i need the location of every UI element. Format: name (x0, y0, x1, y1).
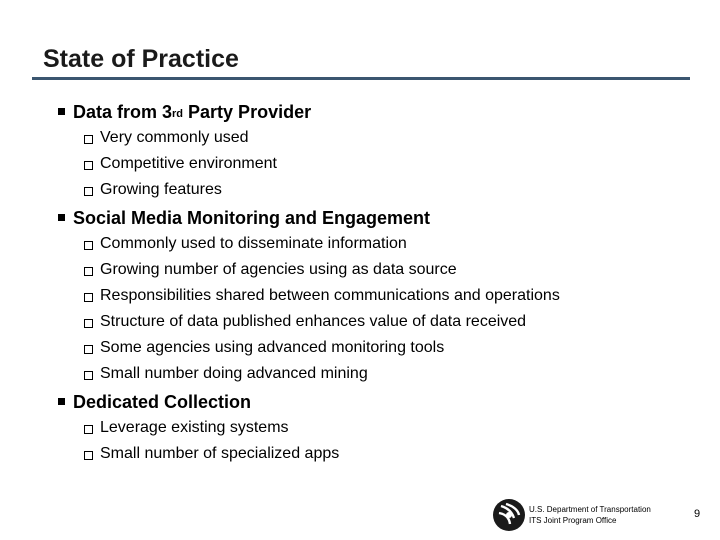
list-item (84, 125, 698, 151)
list-item (84, 361, 698, 387)
box-bullet-icon (84, 425, 93, 434)
list-item-text: Some agencies using advanced monitoring tools (100, 339, 445, 356)
list-item (84, 335, 698, 361)
square-bullet-icon (58, 214, 65, 221)
section-heading: Data from 3 $^{rd}$ Party Provider (58, 99, 698, 125)
page-number: 9 (694, 508, 701, 520)
box-bullet-icon (84, 267, 93, 276)
list-item (84, 283, 698, 309)
list-item (84, 309, 698, 335)
heading-text: Social Media Monitoring and Engagement (73, 208, 431, 228)
list-item (84, 151, 698, 177)
list-item-text: Small number of specialized apps (100, 445, 340, 462)
list-item (84, 177, 698, 203)
list-item (84, 415, 698, 441)
box-bullet-icon (84, 241, 93, 250)
box-bullet-icon (84, 161, 93, 170)
list-item-text: Competitive environment (100, 155, 277, 172)
title-divider (32, 77, 690, 80)
footer-agency: U.S. Department of Transportation (529, 505, 651, 514)
page-title: State of Practice (43, 45, 239, 73)
slide-body (58, 99, 698, 467)
square-bullet-icon (58, 398, 65, 405)
list-item-text: Very commonly used (100, 129, 249, 146)
list-item (84, 231, 698, 257)
list-item-text: Leverage existing systems (100, 419, 289, 436)
box-bullet-icon (84, 293, 93, 302)
list-item-text: Responsibilities shared between communications and operations (100, 287, 560, 304)
section-third-party (58, 99, 698, 203)
list-item-text: Growing features (100, 181, 222, 198)
heading-text-rest: Party Provider (183, 102, 312, 122)
heading-text: Data from 3 (73, 102, 173, 122)
list-item-text: Structure of data published enhances value of data received (100, 313, 527, 330)
list-item (84, 441, 698, 467)
box-bullet-icon (84, 319, 93, 328)
list-item-text: Growing number of agencies using as data source (100, 261, 457, 278)
section-heading (58, 389, 698, 415)
heading-text: Dedicated Collection (73, 392, 252, 412)
footer-text (529, 504, 651, 526)
square-bullet-icon (58, 108, 65, 115)
list-item (84, 257, 698, 283)
list-item-text: Small number doing advanced mining (100, 365, 368, 382)
usdot-logo-icon (492, 498, 526, 532)
box-bullet-icon (84, 135, 93, 144)
box-bullet-icon (84, 187, 93, 196)
box-bullet-icon (84, 345, 93, 354)
section-heading (58, 205, 698, 231)
slide-footer (492, 498, 712, 534)
box-bullet-icon (84, 371, 93, 380)
section-social-media (58, 205, 698, 387)
box-bullet-icon (84, 451, 93, 460)
section-dedicated-collection (58, 389, 698, 467)
list-item-text: Commonly used to disseminate information (100, 235, 407, 252)
footer-office: ITS Joint Program Office (529, 516, 617, 525)
